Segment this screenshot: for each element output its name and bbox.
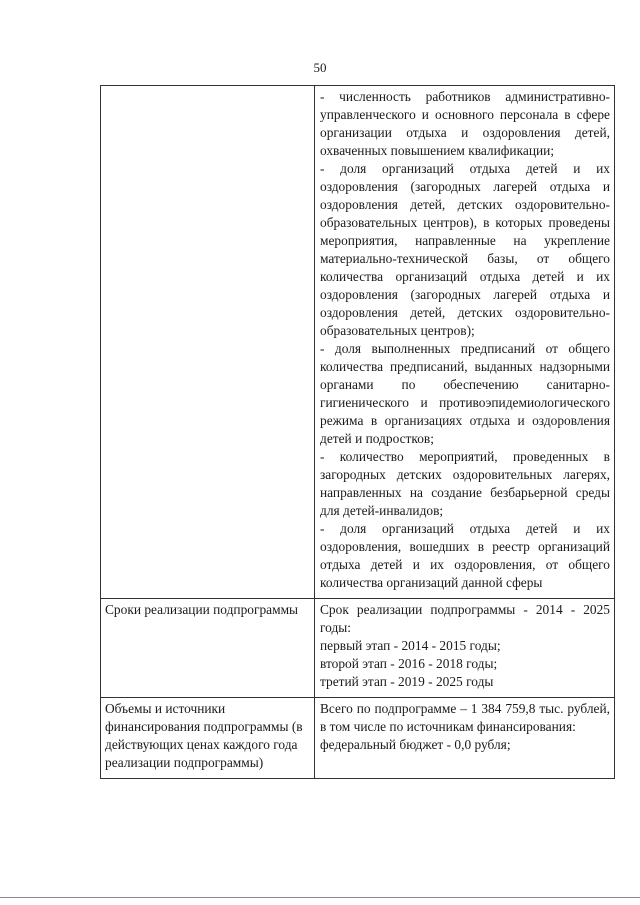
term-line: Срок реализации подпрограммы - 2014 - 2025 годы: (320, 602, 610, 635)
page-number: 50 (313, 60, 327, 75)
table-row-terms (101, 599, 615, 698)
passport-table (100, 85, 615, 779)
row-label (101, 86, 315, 599)
term-line: первый этап - 2014 - 2015 годы; (320, 638, 501, 653)
indicator-line: - доля организаций отдыха детей и их оздоровления (загородных лагерей отдыха и оздоровления детей, детских оздоровительно-образовательных центров), в которых проведены мероприятия, направленные на укрепление материально-технической базы, от общего количества организаций отдыха детей и их оздоровления (загородных лагерей отдыха и оздоровления детей, детских оздоровительно-образовательных центров); (320, 161, 610, 338)
indicator-line: - численность работников административно-управленческого и основного персонала в сфере организации отдыха и оздоровления детей, охваченных повышением квалификации; (320, 89, 610, 158)
row-content (315, 599, 615, 698)
row-content (315, 698, 615, 779)
row-label: Объемы и источники финансирования подпрограммы (в действующих ценах каждого года реализации подпрограммы) (101, 698, 315, 779)
scan-edge-line (0, 897, 640, 898)
term-line: третий этап - 2019 - 2025 годы (320, 674, 494, 689)
row-label: Сроки реализации подпрограммы (101, 599, 315, 698)
row-content (315, 86, 615, 599)
table-row-indicators (101, 86, 615, 599)
table-row-funding (101, 698, 615, 779)
indicator-line: - доля выполненных предписаний от общего количества предписаний, выданных надзорными органами по обеспечению санитарно-гигиенического и противоэпидемиологического режима в организациях отдыха и оздоровления детей и подростков; (320, 341, 610, 446)
funding-line: федеральный бюджет - 0,0 рубля; (320, 737, 511, 752)
indicator-line: - доля организаций отдыха детей и их оздоровления, вошедших в реестр организаций отдыха детей и их оздоровления, от общего количества организаций данной сферы (320, 521, 610, 590)
funding-line: Всего по подпрограмме – 1 384 759,8 тыс. рублей, в том числе по источникам финансирования: (320, 701, 610, 734)
indicator-line: - количество мероприятий, проведенных в загородных детских оздоровительных лагерях, направленных на создание безбарьерной среды для детей-инвалидов; (320, 449, 610, 518)
term-line: второй этап - 2016 - 2018 годы; (320, 656, 498, 671)
